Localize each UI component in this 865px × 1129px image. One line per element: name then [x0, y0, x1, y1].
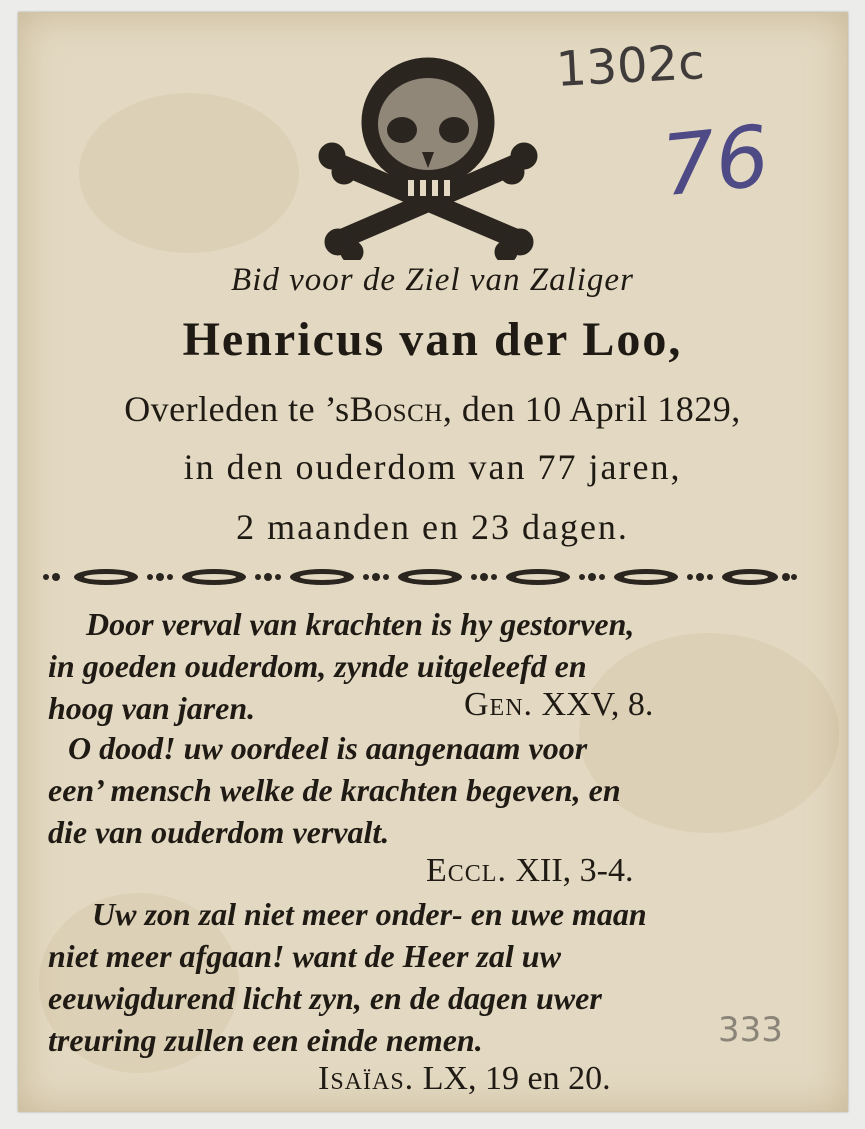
reference-book: Isaïas.: [318, 1060, 415, 1097]
scripture-reference: [426, 852, 633, 890]
deceased-name: Henricus van der Loo,: [182, 313, 683, 366]
death-date: , den 10 April 1829,: [442, 389, 741, 429]
verse-line: niet meer afgaan! want de Heer zal uw: [48, 938, 561, 974]
age-line: in den ouderdom van 77 jaren,: [183, 447, 682, 487]
reference-verse: LX, 19 en 20.: [414, 1060, 611, 1097]
scripture-reference: [318, 1060, 611, 1098]
verse-line: treuring zullen een einde nemen.: [48, 1022, 483, 1058]
death-place: Bosch: [349, 389, 443, 429]
blue-ink-number-annotation: 76: [657, 106, 774, 216]
death-details: [0, 388, 865, 430]
death-prefix: Overleden te ’s: [124, 389, 350, 429]
verse-line: Door verval van krachten is hy gestorven,: [86, 606, 635, 642]
verse-line: eeuwigdurend licht zyn, en de dagen uwer: [48, 980, 602, 1016]
verse-line: O dood! uw oordeel is aangenaam voor: [68, 730, 588, 766]
verse-line: die van ouderdom vervalt.: [48, 814, 390, 850]
reference-verse: XII, 3-4.: [506, 852, 634, 889]
reference-book: Eccl.: [426, 852, 507, 889]
skull-and-crossbones-icon: [318, 52, 540, 260]
catalog-number-annotation: 1302c: [554, 34, 706, 98]
scripture-reference: [464, 686, 653, 724]
months-line: 2 maanden en 23 dagen.: [236, 507, 629, 547]
verse-line: een’ mensch welke de krachten begeven, en: [48, 772, 621, 808]
paper-stain: [79, 93, 299, 253]
verse-line: in goeden ouderdom, zynde uitgeleefd en: [48, 648, 587, 684]
verse-line: hoog van jaren.: [48, 690, 256, 726]
verse-line: Uw zon zal niet meer onder- en uwe maan: [92, 896, 647, 932]
ornamental-divider: [38, 564, 798, 590]
reference-verse: XXV, 8.: [533, 686, 654, 723]
reference-book: Gen.: [464, 686, 534, 723]
prayer-intro: Bid voor de Ziel van Zaliger: [231, 262, 634, 298]
pencil-number-annotation: 333: [718, 1010, 783, 1050]
